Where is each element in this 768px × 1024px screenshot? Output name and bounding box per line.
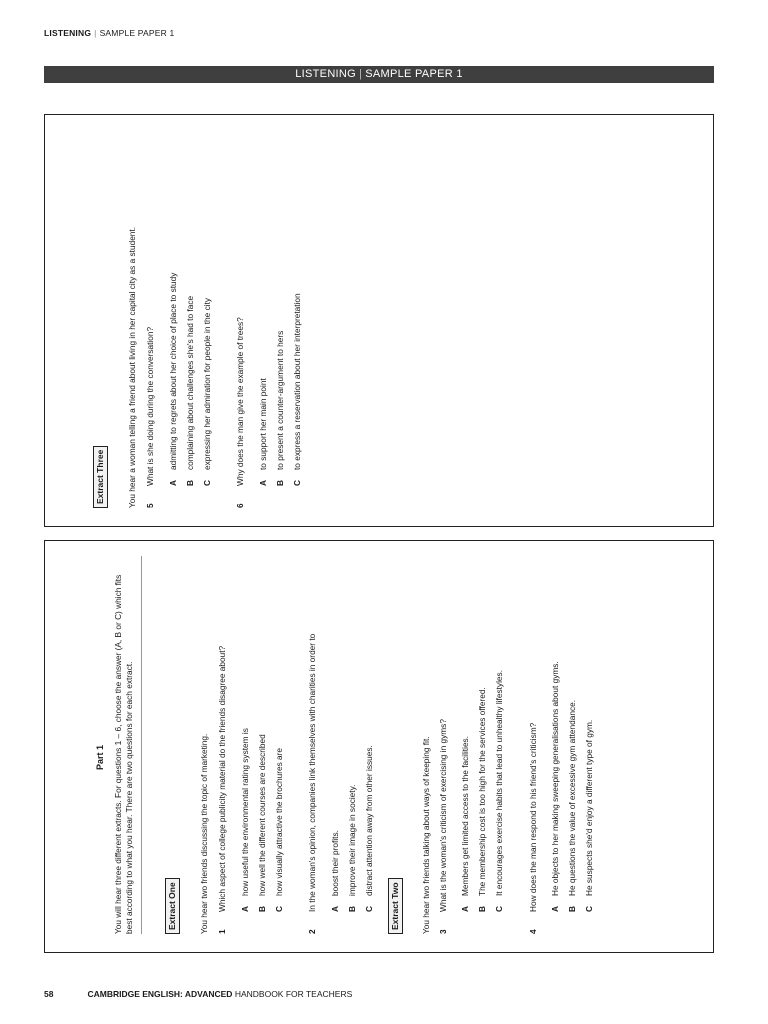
section-banner: LISTENING | SAMPLE PAPER 1: [44, 66, 714, 83]
banner-paper: SAMPLE PAPER 1: [365, 68, 463, 80]
question-1-number: 1: [217, 929, 227, 934]
q2-option-a-letter: A: [330, 906, 340, 912]
question-3-number: 3: [438, 929, 448, 934]
q4-option-b-letter: B: [567, 906, 577, 912]
divider: [141, 556, 142, 934]
question-4-text: How does the man respond to his friend's criticism?: [528, 722, 538, 912]
q5-option-c-letter: C: [202, 480, 212, 486]
q4-option-b[interactable]: He questions the value of excessive gym attendance.: [567, 699, 577, 896]
q3-option-b-letter: B: [477, 906, 487, 912]
extract-three-intro: You hear a woman telling a friend about living in her capital city as a student.: [127, 226, 137, 508]
q3-option-c-letter: C: [494, 906, 504, 912]
q3-option-a[interactable]: Members get limited access to the facilities.: [460, 735, 470, 896]
q4-option-a-letter: A: [550, 906, 560, 912]
q6-option-a[interactable]: to support her main point: [258, 378, 268, 470]
q1-option-c-letter: C: [274, 906, 284, 912]
q6-option-b-letter: B: [275, 480, 285, 486]
q3-option-c[interactable]: It encourages exercise habits that lead to unhealthy lifestyles.: [494, 670, 504, 896]
part-title: Part 1: [95, 744, 105, 770]
panel-extract-three: [44, 114, 714, 527]
q1-option-b-letter: B: [257, 906, 267, 912]
q5-option-a-letter: A: [168, 480, 178, 486]
question-2-text: In the woman's opinion, companies link themselves with charities in order to: [307, 633, 317, 912]
q3-option-b[interactable]: The membership cost is too high for the services offered.: [477, 687, 487, 896]
book-title-bold: CAMBRIDGE ENGLISH: ADVANCED: [87, 989, 233, 999]
extract-one-label: Extract One: [165, 878, 180, 934]
q1-option-c[interactable]: how visually attractive the brochures are: [274, 747, 284, 896]
q5-option-a[interactable]: admitting to regrets about her choice of place to study: [168, 272, 178, 470]
book-title-rest: HANDBOOK FOR TEACHERS: [234, 989, 353, 999]
q4-option-c-letter: C: [584, 906, 594, 912]
question-6-text: Why does the man give the example of trees?: [235, 317, 245, 486]
q5-option-c[interactable]: expressing her admiration for people in the city: [202, 297, 212, 470]
q2-option-b[interactable]: improve their image in society.: [347, 784, 357, 896]
q4-option-a[interactable]: He objects to her making sweeping generalisations about gyms.: [550, 661, 560, 896]
q2-option-c[interactable]: distract attention away from other issues.: [364, 745, 374, 896]
extract-one-intro: You hear two friends discussing the topic of marketing.: [199, 733, 209, 934]
question-4-number: 4: [528, 929, 538, 934]
q6-option-b[interactable]: to present a counter-argument to hers: [275, 330, 285, 470]
q1-option-b[interactable]: how well the different courses are described: [257, 734, 267, 896]
q6-option-a-letter: A: [258, 480, 268, 486]
page-footer: [44, 989, 352, 999]
q2-option-b-letter: B: [347, 906, 357, 912]
question-1-text: Which aspect of college publicity material do the friends disagree about?: [217, 645, 227, 912]
running-head-paper: SAMPLE PAPER 1: [99, 28, 175, 38]
extract-two-label: Extract Two: [388, 878, 403, 934]
question-3-text: What is the woman's criticism of exercising in gyms?: [438, 719, 448, 912]
question-5-number: 5: [145, 503, 155, 508]
q3-option-a-letter: A: [460, 906, 470, 912]
banner-section: LISTENING: [295, 68, 357, 80]
q2-option-a[interactable]: boost their profits.: [330, 830, 340, 896]
question-6-number: 6: [235, 503, 245, 508]
q6-option-c-letter: C: [292, 480, 302, 486]
panel-part-1: [44, 540, 714, 953]
instructions-line-2: best according to what you hear. There are two questions for each extract.: [124, 661, 134, 934]
q1-option-a[interactable]: how useful the environmental rating system is: [240, 728, 250, 896]
question-5-text: What is she doing during the conversation?: [145, 326, 155, 486]
q5-option-b[interactable]: complaining about challenges she's had to face: [185, 295, 195, 470]
q5-option-b-letter: B: [185, 480, 195, 486]
extract-two-intro: You hear two friends talking about ways of keeping fit.: [421, 736, 431, 934]
q2-option-c-letter: C: [364, 906, 374, 912]
q4-option-c[interactable]: He suspects she'd enjoy a different type of gym.: [584, 719, 594, 896]
extract-three-label: Extract Three: [93, 446, 108, 508]
q6-option-c[interactable]: to express a reservation about her interpretation: [292, 293, 302, 470]
running-head: LISTENING | SAMPLE PAPER 1: [44, 28, 175, 38]
q1-option-a-letter: A: [240, 906, 250, 912]
question-2-number: 2: [307, 929, 317, 934]
running-head-section: LISTENING: [44, 28, 92, 38]
page-number: 58: [44, 989, 54, 999]
instructions-line-1: You will hear three different extracts. For questions 1 – 6, choose the answer (A, B or C) which fits: [113, 574, 123, 934]
